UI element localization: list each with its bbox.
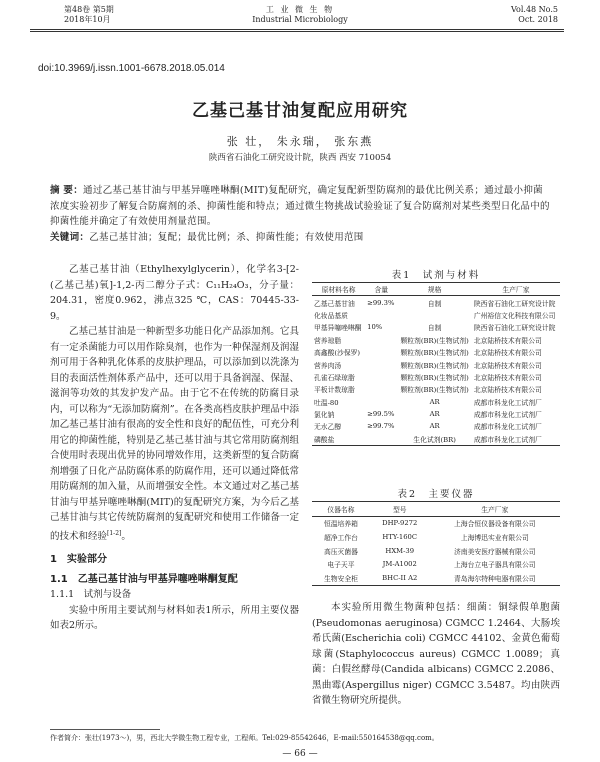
right-column [312,600,560,709]
table-row [312,334,560,346]
table-cell [365,309,397,321]
vol-date: Oct. 2018 [518,15,558,24]
table-cell: 平板计数琼脂 [314,386,355,395]
table-cell: 氯化钠 [314,411,335,420]
affiliation: 陕西省石油化工研究设计院，陕西 西安 710054 [208,153,392,163]
author-footnote: 作者简介：张壮(1973～)，男，西北大学微生物工程专业，工程师。Tel:029-85542646，E-mail:550164538@qq.com。 [50,734,439,742]
keywords-text: 乙基己基甘油；复配；最优比例；杀、抑菌性能；有效使用范围 [89,231,364,243]
paragraph-strains: 本实验所用微生物菌种包括：细菌：铜绿假单胞菌(Pseudomonas aeruginosa) CGMCC 1.2464、大肠埃希氏菌(Escherichia coli) CGMCC 44102、金黄色葡萄球菌(Staphylococcus aureus) CGMCC 1.0089；真菌：白假丝酵母(Candida albicans) CGMCC 2.2086、黑曲霉(Aspergillus niger) CGMCC 3.5487。均由陕西省微生物研究所提供。 [312,602,560,706]
authors: 张 壮， 朱永瑞， 张东燕 [226,135,374,148]
table-cell: 高压灭菌器 [323,547,358,556]
table-cell [397,309,471,321]
table-cell: 成都市科龙化工试剂厂 [473,398,542,407]
table-cell: AR [429,397,440,406]
abstract-label: 摘 要： [50,185,84,196]
table-row [312,396,560,408]
table-cell: 超净工作台 [323,533,358,542]
paragraph-intro: 乙基己基甘油（Ethylhexylglycerin），化学名3-[2-(乙基己基)氧]-1,2-丙二醇分子式：C₁₁H₂₄O₃，分子量：204.31，密度0.962，沸点325 ℃，CAS：70445-33-9。 [50,264,299,322]
table-cell: 营养肉汤 [314,361,342,370]
table-row [312,371,560,383]
table-row [312,433,560,446]
table-header-cell: 规格 [397,283,471,296]
table-cell: 济南美安医疗器械有限公司 [454,547,536,556]
table-cell: 颗粒剂(BR)(生物试剂) [400,349,469,358]
table-row [312,309,560,321]
table2-caption: 表2 主要仪器 [397,489,475,500]
subsubsection-heading: 1.1.1 试剂与设备 [50,589,132,601]
table-header-cell: 生产厂家 [472,283,560,296]
table-cell: 北京陆桥技术有限公司 [473,386,542,395]
table-cell: 颗粒剂(BR)(生物试剂) [400,386,469,395]
table-header-row [312,502,560,517]
issue-volume: 第48卷 第5期 [64,5,114,14]
table-cell [365,358,397,370]
table-cell: 北京陆桥技术有限公司 [473,361,542,370]
table-row [312,571,560,585]
abstract [50,183,550,245]
table-cell: 恒温培养箱 [323,520,358,529]
citation: [1-2] [107,529,122,537]
table-cell: 甲基异噻唑啉酮 [314,324,362,333]
table-cell: 高鑫酸(沙保罗) [314,349,361,358]
table-header-cell: 原材料名称 [312,283,365,296]
table-cell: 生物安全柜 [323,574,358,583]
abstract-text: 通过乙基己基甘油与甲基异噻唑啉酮(MIT)复配研究，确定复配新型防腐剂的最优比例关系；通过最小抑菌浓度实验初步了解复合防腐剂的杀、抑菌性能和特点；通过微生物挑战试验验证了复合防腐剂对某些类型日化品中的抑菌性能并确定了有效使用剂量范围。 [50,185,550,227]
table-cell: BHC-II A2 [382,573,418,582]
table1-caption: 表1 试剂与材料 [391,270,481,281]
paper-title: 乙基己基甘油复配应用研究 [192,101,408,121]
vol-number: Vol.48 No.5 [511,5,558,14]
table-row [312,346,560,358]
table-row [312,358,560,370]
table-cell: 自制 [427,324,442,333]
table-cell [365,433,397,446]
table-cell: AR [429,422,440,431]
table-cell [365,371,397,383]
table-cell: 颗粒剂(BR)(生物试剂) [400,373,469,382]
section-heading: 1 实验部分 [50,554,107,566]
left-column [50,262,299,634]
table-cell: 北京陆桥技术有限公司 [473,336,542,345]
table-header-cell: 型号 [370,502,430,517]
table-row [312,383,560,395]
table-cell: DHP-9272 [382,519,418,528]
table-instruments [312,501,560,586]
header-rule [30,29,564,30]
table-header-cell: 仪器名称 [312,502,370,517]
footnote-rule [50,729,160,730]
table-cell: 成都市科龙化工试剂厂 [473,435,542,444]
table-row [312,296,560,309]
table-row [312,420,560,432]
table-cell: 乙基己基甘油 [314,299,355,308]
header-rule-2 [30,31,564,32]
table-cell [365,396,397,408]
background-end: 。 [121,530,131,542]
table-cell: 电子天平 [327,561,355,570]
doi: doi:10.3969/j.issn.1001-6678.2018.05.014 [38,63,225,74]
table-row [312,530,560,544]
table-cell: ≥99.7% [367,422,395,431]
table-row [312,321,560,333]
table-cell [365,383,397,395]
background-text: 乙基己基甘油是一种新型多功能日化产品添加剂。它具有一定杀菌能力可以用作除臭剂，也作为一种保湿剂及润湿剂可用于各种乳化体系的皮肤护理品，可以添加到以洗涤为目的表面活性剂体系产品中，还可以用于具备润湿、保湿、滋润等功效的其发护发产品。由于它不在传统的防腐目录内，可以称为“无添加防腐剂”。在各类高档皮肤护理品中添加乙基己基甘油有很高的安全性和良好的配伍性，可充分利用它的抑菌性能，特别是乙基己基甘油与其它常用防腐剂组合使用时表现出优异的协同增效作用，这类新型的复合防腐剂增强了日化产品防腐体系的防腐作用，还可以通过降低常用防腐剂的加入量，从而增强安全性。本文通过对乙基己基甘油与甲基异噻唑啉酮(MIT)的复配研究方案，为今后乙基己基甘油与其它传统防腐剂的复配研究和使用工作储备一定的技术和经验 [50,326,299,542]
table-row [312,516,560,530]
table-row [312,408,560,420]
table-cell: 青岛海尔特种电器有限公司 [454,574,536,583]
table-cell: 北京陆桥技术有限公司 [473,373,542,382]
table-cell: HXM-39 [385,546,415,555]
table-cell: HTY-160C [382,532,418,541]
table-cell [365,346,397,358]
table-cell: 化妆品基质 [314,311,348,320]
table-cell: 营养琼脂 [314,336,342,345]
table-cell: 无水乙醇 [314,423,342,432]
table-row [312,557,560,571]
table-cell: 颗粒剂(BR)(生物试剂) [400,336,469,345]
table-cell: 成都市科龙化工试剂厂 [473,423,542,432]
table-cell: 孔雀石绿琼脂 [314,373,355,382]
table-cell: 成都市科龙化工试剂厂 [473,411,542,420]
table-cell: 广州裕信文化科技有限公司 [473,311,556,320]
table-cell [365,334,397,346]
journal-name-en: Industrial Microbiology [252,15,348,24]
paragraph-background [50,324,299,544]
table-cell: 生化试剂(BR) [413,435,456,444]
table-cell: 上海合恒仪器设备有限公司 [454,520,536,529]
table-cell: 10% [367,323,383,332]
page-number: — 66 — [282,749,318,759]
subsection-heading: 1.1 乙基己基甘油与甲基异噻唑啉酮复配 [50,573,238,585]
table-cell: 磷酸盐 [314,435,335,444]
keywords-label: 关键词： [50,231,90,243]
journal-name [0,5,600,25]
table-cell: 北京陆桥技术有限公司 [473,349,542,358]
table-cell: 吐温-80 [314,398,339,407]
journal-vol [511,5,558,25]
table-cell: JM-A1002 [382,560,417,569]
table-cell: AR [429,410,440,419]
table-cell: ≥99.5% [367,410,395,419]
issue-date: 2018年10月 [64,15,111,24]
journal-name-cn: 工 业 微 生 物 [265,5,335,14]
table-cell: 上海台立电子器具有限公司 [454,561,536,570]
table-cell: 陕西省石油化工研究设计院 [473,324,556,333]
table-cell: 上海博迅实业有限公司 [460,533,529,542]
paragraph-materials: 实验中所用主要试剂与材料如表1所示，所用主要仪器如表2所示。 [50,604,299,632]
table-reagents [312,282,560,446]
table-cell: 颗粒剂(BR)(生物试剂) [400,361,469,370]
table-header-cell: 生产厂家 [430,502,560,517]
table-cell: ≥99.3% [367,298,395,307]
table-cell: 陕西省石油化工研究设计院 [473,299,556,308]
table-cell: 自制 [427,299,442,308]
table-header-row [312,283,560,296]
table-header-cell: 含量 [365,283,397,296]
table-row [312,544,560,558]
